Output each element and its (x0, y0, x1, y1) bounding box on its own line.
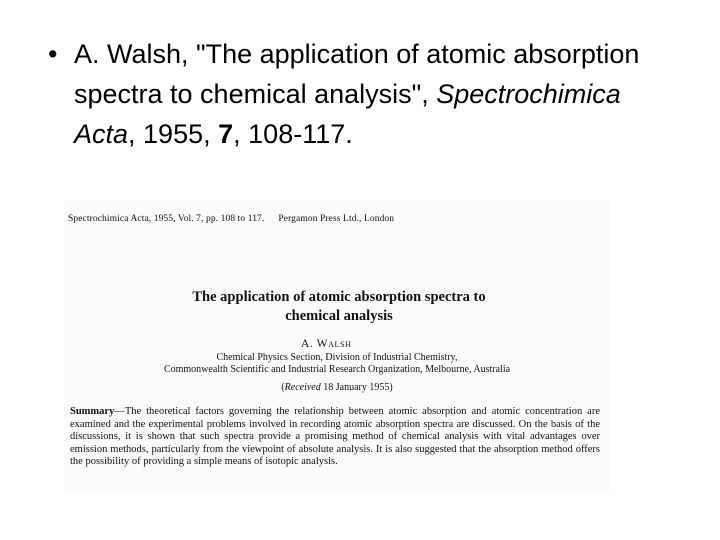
paper-title (164, 288, 514, 326)
citation-year: , 1955, (128, 119, 211, 149)
paper-author: A. Walsh (301, 338, 352, 350)
summary-label: Summary (70, 406, 115, 417)
citation-bullet (48, 34, 688, 154)
received-open-paren: ( (281, 382, 285, 393)
paper-title-line1: The application of atomic absorption spectra to (192, 289, 486, 305)
paper-header (68, 214, 394, 224)
citation-text (74, 34, 688, 154)
paper-affiliation-line1: Chemical Physics Section, Division of Industrial Chemistry, (216, 352, 458, 363)
paper-header-publisher: Pergamon Press Ltd., London (278, 214, 395, 224)
received-close-paren: ) (389, 382, 393, 393)
paper-scan-image (64, 200, 610, 490)
paper-affiliation (64, 352, 610, 376)
citation-journal: Spectrochimica Acta (74, 79, 621, 149)
paper-header-journal: Spectrochimica Acta, 1955, Vol. 7, pp. 108 to 117. (68, 214, 265, 224)
received-date: 18 January 1955 (320, 382, 390, 393)
bullet-marker: • (48, 39, 58, 69)
citation-prefix: A. Walsh, "The application of atomic absorption spectra to chemical analysis", (74, 39, 640, 109)
citation-volume: 7 (218, 119, 234, 149)
paper-affiliation-line2: Commonwealth Scientific and Industrial Research Organization, Melbourne, Australia (163, 364, 511, 375)
summary-text: —The theoretical factors governing the relationship between atomic absorption and atomic concentration are examined and the experimental problems involved in recording atomic absorption spectra are discussed. On the basis of the discussions, it is shown that such spectra provide a promising method of chemical analysis with vital advantages over emission methods, particularly from the viewpoint of absolute analysis. It is also suggested that the absorption method offers the possibility of providing a simple means of isotopic analysis. (70, 406, 600, 468)
paper-summary (70, 406, 600, 469)
paper-received-date (64, 382, 610, 393)
received-label: Received (284, 382, 321, 393)
citation-pages: , 108-117. (233, 119, 353, 149)
paper-title-line2: chemical analysis (285, 308, 393, 324)
